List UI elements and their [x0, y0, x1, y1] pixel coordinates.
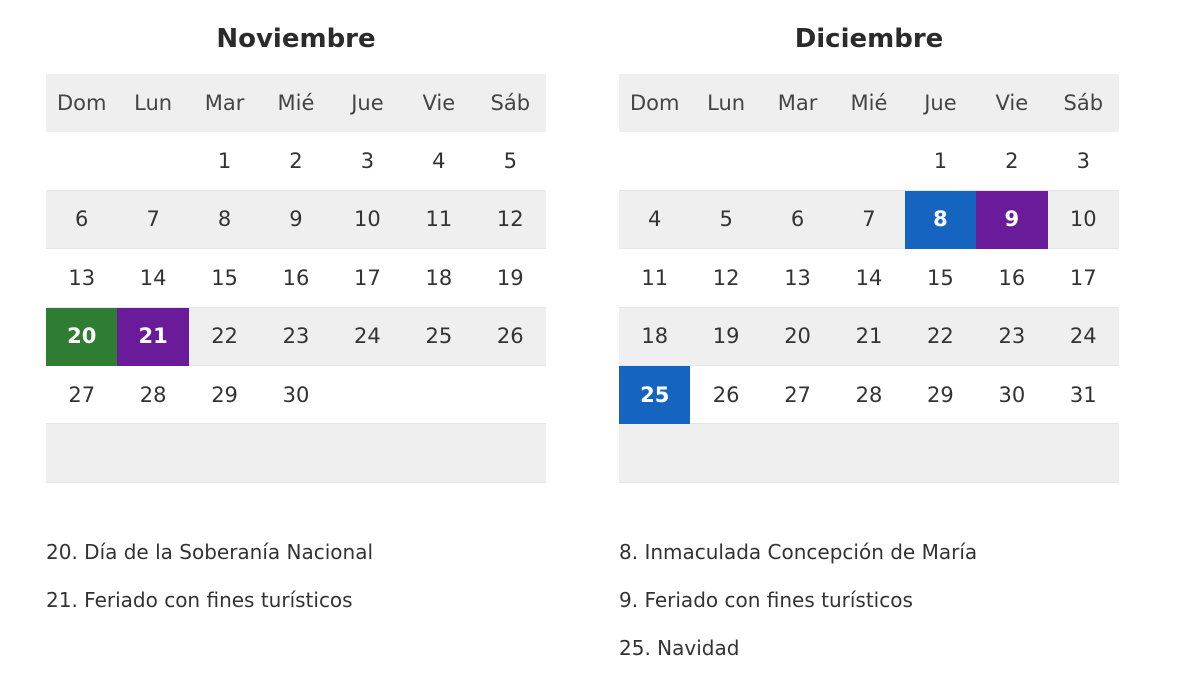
day-cell: 23	[260, 308, 331, 366]
day-cell: 29	[905, 366, 976, 424]
day-cell: 28	[833, 366, 904, 424]
day-cell: 31	[1048, 366, 1119, 424]
weekday-header: Dom	[619, 74, 690, 132]
month-grid	[46, 74, 546, 483]
empty-day-cell	[619, 132, 690, 190]
empty-day-cell	[403, 366, 474, 424]
empty-day-cell	[475, 424, 546, 482]
holiday-day-cell: 21	[117, 308, 188, 366]
day-cell: 2	[260, 132, 331, 190]
day-cell: 22	[189, 308, 260, 366]
empty-day-cell	[976, 424, 1047, 482]
empty-day-cell	[833, 424, 904, 482]
day-cell: 16	[976, 249, 1047, 307]
calendar-noviembre	[46, 18, 546, 483]
weekday-header: Mar	[762, 74, 833, 132]
day-cell: 11	[403, 191, 474, 249]
day-cell: 26	[475, 308, 546, 366]
weekday-header: Sáb	[1048, 74, 1119, 132]
legend-item: 9. Feriado con fines turísticos	[619, 588, 913, 612]
day-cell: 11	[619, 249, 690, 307]
day-cell: 12	[475, 191, 546, 249]
holiday-day-cell: 9	[976, 191, 1047, 249]
empty-day-cell	[46, 132, 117, 190]
day-cell: 18	[619, 308, 690, 366]
day-cell: 30	[260, 366, 331, 424]
weekday-header: Lun	[117, 74, 188, 132]
day-cell: 15	[189, 249, 260, 307]
day-cell: 13	[762, 249, 833, 307]
day-cell: 24	[1048, 308, 1119, 366]
day-cell: 27	[762, 366, 833, 424]
day-cell: 3	[332, 132, 403, 190]
empty-day-cell	[762, 424, 833, 482]
day-cell: 3	[1048, 132, 1119, 190]
day-cell: 9	[260, 191, 331, 249]
day-cell: 14	[117, 249, 188, 307]
empty-day-cell	[260, 424, 331, 482]
day-cell: 25	[403, 308, 474, 366]
weekday-header: Mié	[833, 74, 904, 132]
legend-item: 25. Navidad	[619, 636, 740, 660]
day-cell: 23	[976, 308, 1047, 366]
day-cell: 20	[762, 308, 833, 366]
day-cell: 4	[619, 191, 690, 249]
day-cell: 29	[189, 366, 260, 424]
day-cell: 5	[475, 132, 546, 190]
day-cell: 6	[762, 191, 833, 249]
day-cell: 12	[690, 249, 761, 307]
empty-day-cell	[690, 424, 761, 482]
day-cell: 5	[690, 191, 761, 249]
empty-day-cell	[189, 424, 260, 482]
weekday-header: Sáb	[475, 74, 546, 132]
day-cell: 19	[475, 249, 546, 307]
month-grid	[619, 74, 1119, 483]
day-cell: 1	[905, 132, 976, 190]
weekday-header: Vie	[976, 74, 1047, 132]
day-cell: 30	[976, 366, 1047, 424]
day-cell: 24	[332, 308, 403, 366]
day-cell: 10	[332, 191, 403, 249]
day-cell: 8	[189, 191, 260, 249]
day-cell: 17	[332, 249, 403, 307]
day-cell: 18	[403, 249, 474, 307]
day-cell: 15	[905, 249, 976, 307]
day-cell: 7	[833, 191, 904, 249]
day-cell: 10	[1048, 191, 1119, 249]
weekday-header: Lun	[690, 74, 761, 132]
empty-day-cell	[332, 366, 403, 424]
empty-day-cell	[117, 424, 188, 482]
empty-day-cell	[619, 424, 690, 482]
empty-day-cell	[905, 424, 976, 482]
legend-diciembre	[619, 532, 977, 673]
day-cell: 26	[690, 366, 761, 424]
empty-day-cell	[403, 424, 474, 482]
day-cell: 14	[833, 249, 904, 307]
empty-day-cell	[117, 132, 188, 190]
month-title: Noviembre	[216, 24, 376, 54]
legend-noviembre	[46, 532, 373, 628]
day-cell: 13	[46, 249, 117, 307]
empty-day-cell	[46, 424, 117, 482]
day-cell: 1	[189, 132, 260, 190]
weekday-header: Jue	[332, 74, 403, 132]
legend-item: 21. Feriado con fines turísticos	[46, 588, 353, 612]
day-cell: 19	[690, 308, 761, 366]
legend-item: 8. Inmaculada Concepción de María	[619, 540, 978, 564]
weekday-header: Mar	[189, 74, 260, 132]
day-cell: 27	[46, 366, 117, 424]
day-cell: 17	[1048, 249, 1119, 307]
empty-day-cell	[833, 132, 904, 190]
holiday-day-cell: 20	[46, 308, 117, 366]
day-cell: 28	[117, 366, 188, 424]
day-cell: 21	[833, 308, 904, 366]
weekday-header: Mié	[260, 74, 331, 132]
holiday-day-cell: 25	[619, 366, 690, 424]
day-cell: 6	[46, 191, 117, 249]
weekday-header: Vie	[403, 74, 474, 132]
holiday-day-cell: 8	[905, 191, 976, 249]
legend-item: 20. Día de la Soberanía Nacional	[46, 540, 374, 564]
day-cell: 7	[117, 191, 188, 249]
weekday-header: Jue	[905, 74, 976, 132]
empty-day-cell	[475, 366, 546, 424]
calendar-diciembre	[619, 18, 1119, 483]
day-cell: 2	[976, 132, 1047, 190]
day-cell: 22	[905, 308, 976, 366]
empty-day-cell	[690, 132, 761, 190]
weekday-header: Dom	[46, 74, 117, 132]
empty-day-cell	[332, 424, 403, 482]
day-cell: 16	[260, 249, 331, 307]
empty-day-cell	[1048, 424, 1119, 482]
day-cell: 4	[403, 132, 474, 190]
empty-day-cell	[762, 132, 833, 190]
month-title: Diciembre	[794, 24, 944, 54]
